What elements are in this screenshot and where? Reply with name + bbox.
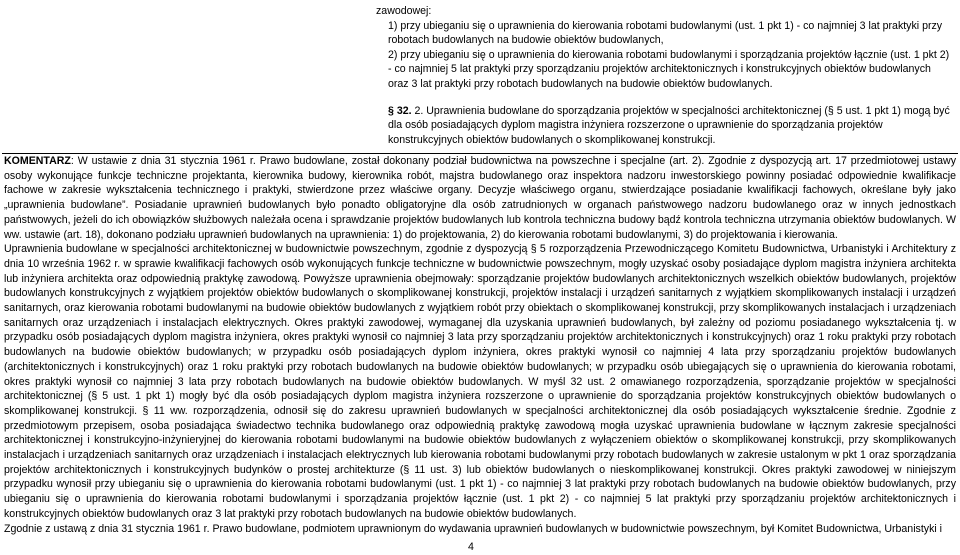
commentary-paragraph-1 <box>4 154 956 242</box>
commentary-paragraph-1-text: : W ustawie z dnia 31 stycznia 1961 r. Prawo budowlane, został dokonany podział budownictwa na powszechne i specjalne (art. 2). Zgodnie z dyspozycją art. 17 przedmiotowej ustawy osoby wykonujące funkcje techniczne projektanta, kierownika budowy, kierownika robót, majstra budowlanego oraz inspektora nadzoru inwestorskiego powinny posiadać odpowiednie kwalifikacje fachowe w zakresie wykształcenia technicznego i praktyki, stwierdzone przez właściwe organy. Decyzje właściwego organu, stwierdzające posiadanie kwalifikacji fachowych, określane były jako „uprawnienia budowlane”. Posiadanie uprawnień budowlanych było ponadto obligatoryjne dla osób zatrudnionych w organach państwowego nadzoru budowlanego oraz w innych jednostkach państwowych, jeżeli do ich obowiązków służbowych należała ocena i sprawdzanie projektów budowlanych lub kontrola techniczna budowy bądź kontrola techniczna utrzymania obiektów budowlanych. W ww. ustawie (art. 18), dokonano podziału uprawnień budowlanych na uprawnienia: 1) do projektowania, 2) do kierowania robotami budowlanymi, 3) do projektowania i kierowania. <box>4 155 956 241</box>
commentary-paragraph-3: Zgodnie z ustawą z dnia 31 stycznia 1961 r. Prawo budowlane, podmiotem uprawnionym do wydawania uprawnień budowlanych w budownictwie powszechnym, był Komitet Budownictwa, Urbanistyki i <box>4 522 943 535</box>
section-32-mark: § 32. <box>388 104 412 117</box>
excerpt-item-2: 2) przy ubieganiu się o uprawnienia do kierowania robotami budowlanymi i sporządzania projektów łącznie (ust. 1 pkt 2) - co najmniej 5 lat praktyki przy sporządzaniu projektów architektonicznych i konstrukcyjnych obiektów budowlanych oraz 3 lat praktyki przy robotach budowlanych na budowie obiektów budowlanych. <box>388 48 950 90</box>
commentary-section <box>4 154 956 536</box>
section-32-paragraph <box>376 104 954 148</box>
regulation-excerpt <box>376 4 954 147</box>
page-number: 4 <box>468 541 474 553</box>
commentary-paragraph-2: Uprawnienia budowlane w specjalności architektonicznej w budownictwie powszechnym, zgodnie z dyspozycją § 5 rozporządzenia Przewodniczącego Komitetu Budownictwa, Urbanistyki i Architektury z dnia 10 września 1962 r. w sprawie kwalifikacji fachowych osób wykonujących funkcje techniczne w budownictwie powszechnym, mogły uzyskać osoby posiadające dyplom magistra inżyniera architekta lub inżyniera architekta oraz odpowiednią praktykę zawodową. Powyższe uprawnienia obejmowały: sporządzanie projektów budowlanych architektonicznych wszelkich obiektów budowlanych, projektów budowlanych konstrukcyjnych z wyjątkiem projektów obiektów budowlanych o skomplikowanej konstrukcji, projektów instalacji i urządzeń sanitarnych z wyjątkiem skomplikowanych instalacji i urządzeń sanitarnych, oraz kierowania robotami budowlanymi na budowie obiektów budowlanych z wyjątkiem robót przy obiektach o skomplikowanej konstrukcji, przy skomplikowanych instalacjach i urządzeniach sanitarnych oraz urządzeniach i instalacjach elektrycznych. Okres praktyki zawodowej, wymaganej dla uzyskania uprawnień budowlanych, był zależny od poziomu posiadanego wykształcenia tj. w przypadku osób posiadających dyplom magistra inżyniera, okres praktyki wynosił co najmniej 3 lata przy sporządzaniu projektów architektonicznych i konstrukcyjnych) oraz 1 roku praktyki przy robotach budowlanych na budowie obiektów budowlanych; w przypadku osób posiadających dyplom inżyniera, okres praktyki wynosił co najmniej 4 lata przy sporządzaniu projektów budowlanych (architektonicznych i konstrukcyjnych) oraz 1 roku praktyki przy robotach budowlanych na budowie obiektów budowlanych; w przypadku osób ubiegających się o uprawnienia do kierowania robotami, okres praktyki wynosił co najmniej 3 lata przy robotach budowlanych na budowie obiektów budowlanych. W myśl 32 ust. 2 omawianego rozporządzenia, sporządzanie projektów w specjalności architektonicznej (§ 5 ust. 1 pkt 1) mogły być dla osób posiadających dyplom magistra inżyniera rozszerzone o uprawnienie do sporządzania projektów konstrukcyjnych obiektów budowlanych o skomplikowanej konstrukcji. § 11 ww. rozporządzenia, odnosił się do zakresu uprawnień budowlanych w specjalności architektonicznej dla osób posiadających wykształcenie średnie. Zgodnie z przedmiotowym przepisem, osoba posiadająca świadectwo technika budowlanego oraz odpowiednią praktykę zawodową mogła uzyskać uprawnienia budowlane w łącznym zakresie specjalności architektonicznej i konstrukcyjno-inżynieryjnej do kierowania robotami budowlanymi na budowie obiektów budowlanych z wyłączeniem obiektów o skomplikowanej konstrukcji, przy skomplikowanych instalacjach i urządzeniach sanitarnych oraz urządzeniach i instalacjach elektrycznych lub kierowania robotami budowlanymi przy robotach budowlanych w zakresie ustalonym w pkt 1 oraz sporządzania projektów architektonicznych i konstrukcyjnych budynków o prostej architekturze (§ 11 ust. 3) lub obiektów budowlanych o nieskomplikowanej konstrukcji. Okres praktyki zawodowej w niniejszym przypadku wynosił przy ubieganiu się o uprawnienia do kierowania robotami budowlanymi (ust. 1 pkt 1) - co najmniej 3 lat praktyki przy robotach budowlanych na budowie obiektów budowlanych, przy ubieganiu się o uprawnienia do kierowania robotami budowlanymi i sporządzania projektów łącznie (ust. 1 pkt 2) - co najmniej 5 lat praktyki przy sporządzaniu projektów architektonicznych i konstrukcyjnych obiektów budowlanych oraz 3 lat praktyki przy robotach budowlanych na budowie obiektów budowlanych. <box>4 243 956 520</box>
excerpt-intro: zawodowej: <box>376 5 432 17</box>
excerpt-item-1: 1) przy ubieganiu się o uprawnienia do kierowania robotami budowlanymi (ust. 1 pkt 1) - co najmniej 3 lat praktyki przy robotach budowlanych na budowie obiektów budowlanych, <box>388 19 943 47</box>
section-32-text: 2. Uprawnienia budowlane do sporządzania projektów w specjalności architektonicznej (§ 5 ust. 1 pkt 1) mogą być dla osób posiadających dyplom magistra inżyniera rozszerzone o uprawnienie do sporządzania projektów konstrukcyjnych obiektów budowlanych o skomplikowanej konstrukcji. <box>388 104 950 146</box>
commentary-label: KOMENTARZ <box>4 155 71 167</box>
